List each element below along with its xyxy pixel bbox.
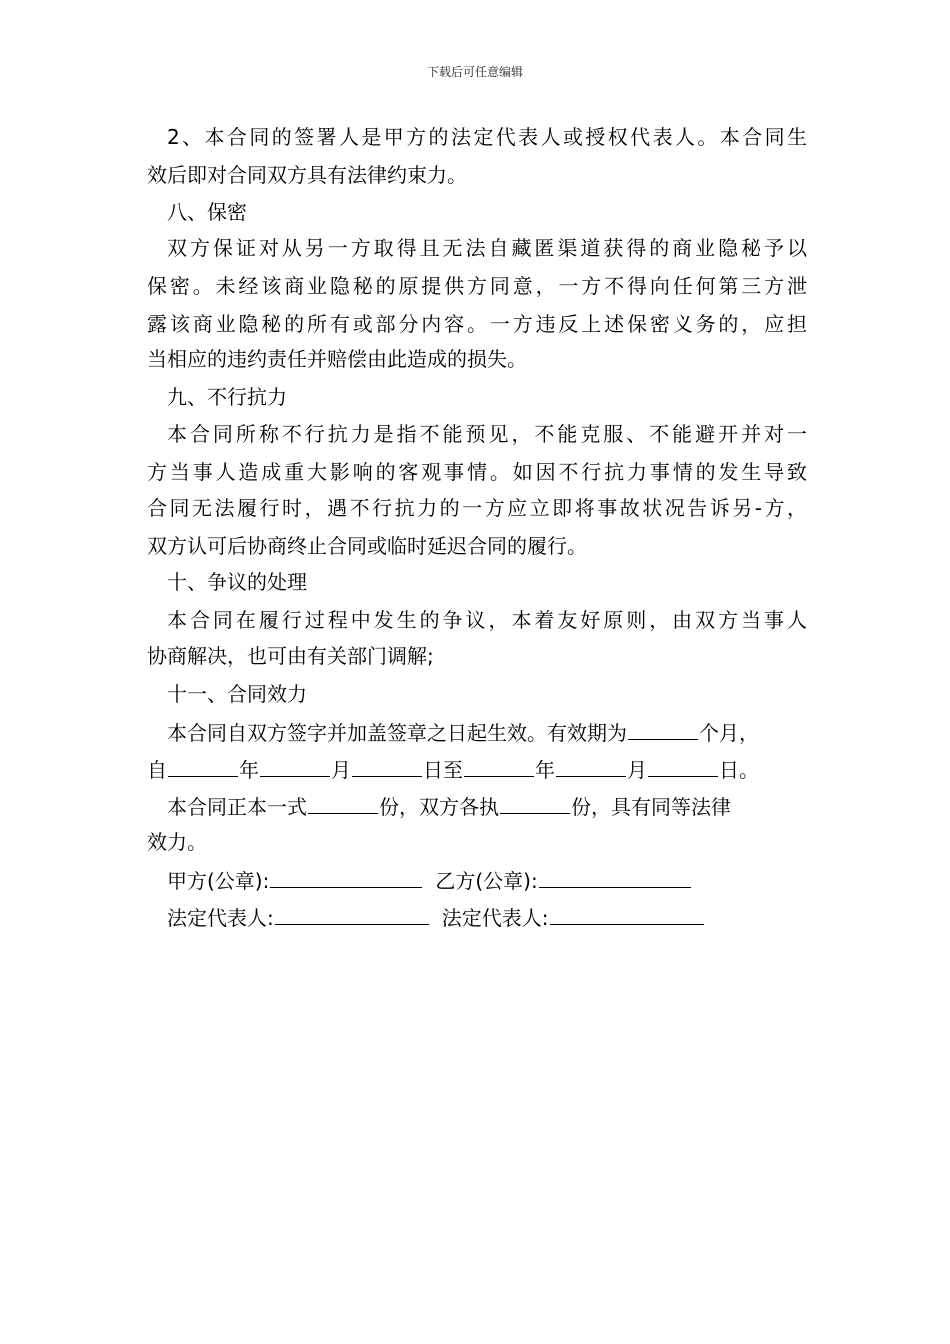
clause7-item2-line2: 效后即对合同双方具有法律约束力。 bbox=[147, 163, 467, 187]
copies-each-blank[interactable] bbox=[500, 791, 570, 814]
party-a-seal-blank[interactable] bbox=[270, 865, 422, 888]
copies-equal-text: 份，具有同等法律 bbox=[571, 795, 731, 819]
end-day-blank[interactable] bbox=[648, 754, 718, 777]
end-year-blank[interactable] bbox=[464, 754, 534, 777]
validity-months-unit: 个月， bbox=[699, 721, 759, 745]
header-caption: 下载后可任意编辑 bbox=[426, 65, 523, 79]
party-b-seal-blank[interactable] bbox=[539, 865, 691, 888]
party-b-rep-label: 法定代表人: bbox=[441, 906, 549, 930]
clause9-line2: 方当事人造成重大影响的客观事情。如因不行抗力事情的发生导致 bbox=[147, 460, 807, 484]
clause10-heading: 十、争议的处理 bbox=[167, 570, 307, 594]
clause9-line4: 双方认可后协商终止合同或临时延迟合同的履行。 bbox=[147, 534, 587, 558]
validity-term-line bbox=[167, 717, 827, 747]
party-a-rep-label: 法定代表人: bbox=[167, 906, 274, 930]
copies-total-blank[interactable] bbox=[308, 791, 378, 814]
party-a-seal-label: 甲方(公章): bbox=[167, 869, 270, 893]
party-a-rep-blank[interactable] bbox=[275, 902, 429, 925]
copies-line bbox=[167, 791, 847, 821]
clause7-item2-line1: 2、本合同的签署人是甲方的法定代表人或授权代表人。本合同生 bbox=[167, 125, 807, 149]
end-day-unit: 日。 bbox=[719, 758, 759, 782]
clause10-line2: 协商解决，也可由有关部门调解; bbox=[147, 644, 434, 668]
seal-signature-line bbox=[167, 865, 847, 895]
clause8-heading: 八、保密 bbox=[167, 200, 247, 224]
party-b-rep-blank[interactable] bbox=[550, 902, 704, 925]
copies-text: 本合同正本一式 bbox=[167, 795, 307, 819]
end-month-unit: 月 bbox=[627, 758, 647, 782]
end-month-blank[interactable] bbox=[556, 754, 626, 777]
start-month-blank[interactable] bbox=[260, 754, 330, 777]
clause9-heading: 九、不行抗力 bbox=[167, 385, 287, 409]
start-year-blank[interactable] bbox=[168, 754, 238, 777]
date-from-label: 自 bbox=[147, 758, 167, 782]
start-day-blank[interactable] bbox=[352, 754, 422, 777]
start-year-unit: 年 bbox=[239, 758, 259, 782]
clause8-line3: 露该商业隐秘的所有或部分内容。一方违反上述保密义务的，应担 bbox=[147, 312, 807, 336]
start-month-unit: 月 bbox=[331, 758, 351, 782]
validity-date-range-line bbox=[147, 754, 827, 784]
clause8-line2: 保密。未经该商业隐秘的原提供方同意，一方不得向任何第三方泄 bbox=[147, 274, 807, 298]
clause9-line1: 本合同所称不行抗力是指不能预见，不能克服、不能避开并对一 bbox=[167, 422, 807, 446]
end-year-unit: 年 bbox=[535, 758, 555, 782]
clause8-line4: 当相应的违约责任并赔偿由此造成的损失。 bbox=[147, 347, 527, 371]
party-b-seal-label: 乙方(公章): bbox=[435, 869, 538, 893]
clause9-line3: 合同无法履行时，遇不行抗力的一方应立即将事故状况告诉另-方， bbox=[147, 496, 807, 520]
clause11-heading: 十一、合同效力 bbox=[167, 682, 307, 706]
clause8-line1: 双方保证对从另一方取得且无法自藏匿渠道获得的商业隐秘予以 bbox=[167, 236, 807, 260]
copies-line2: 效力。 bbox=[147, 830, 207, 854]
validity-text: 本合同自双方签字并加盖签章之日起生效。有效期为 bbox=[167, 721, 627, 745]
clause10-line1: 本合同在履行过程中发生的争议，本着友好原则，由双方当事人 bbox=[167, 608, 807, 632]
page-header bbox=[0, 64, 950, 80]
copies-each-text: 份，双方各执 bbox=[379, 795, 499, 819]
representative-signature-line bbox=[167, 902, 847, 932]
validity-months-blank[interactable] bbox=[628, 717, 698, 740]
start-day-to-unit: 日至 bbox=[423, 758, 463, 782]
